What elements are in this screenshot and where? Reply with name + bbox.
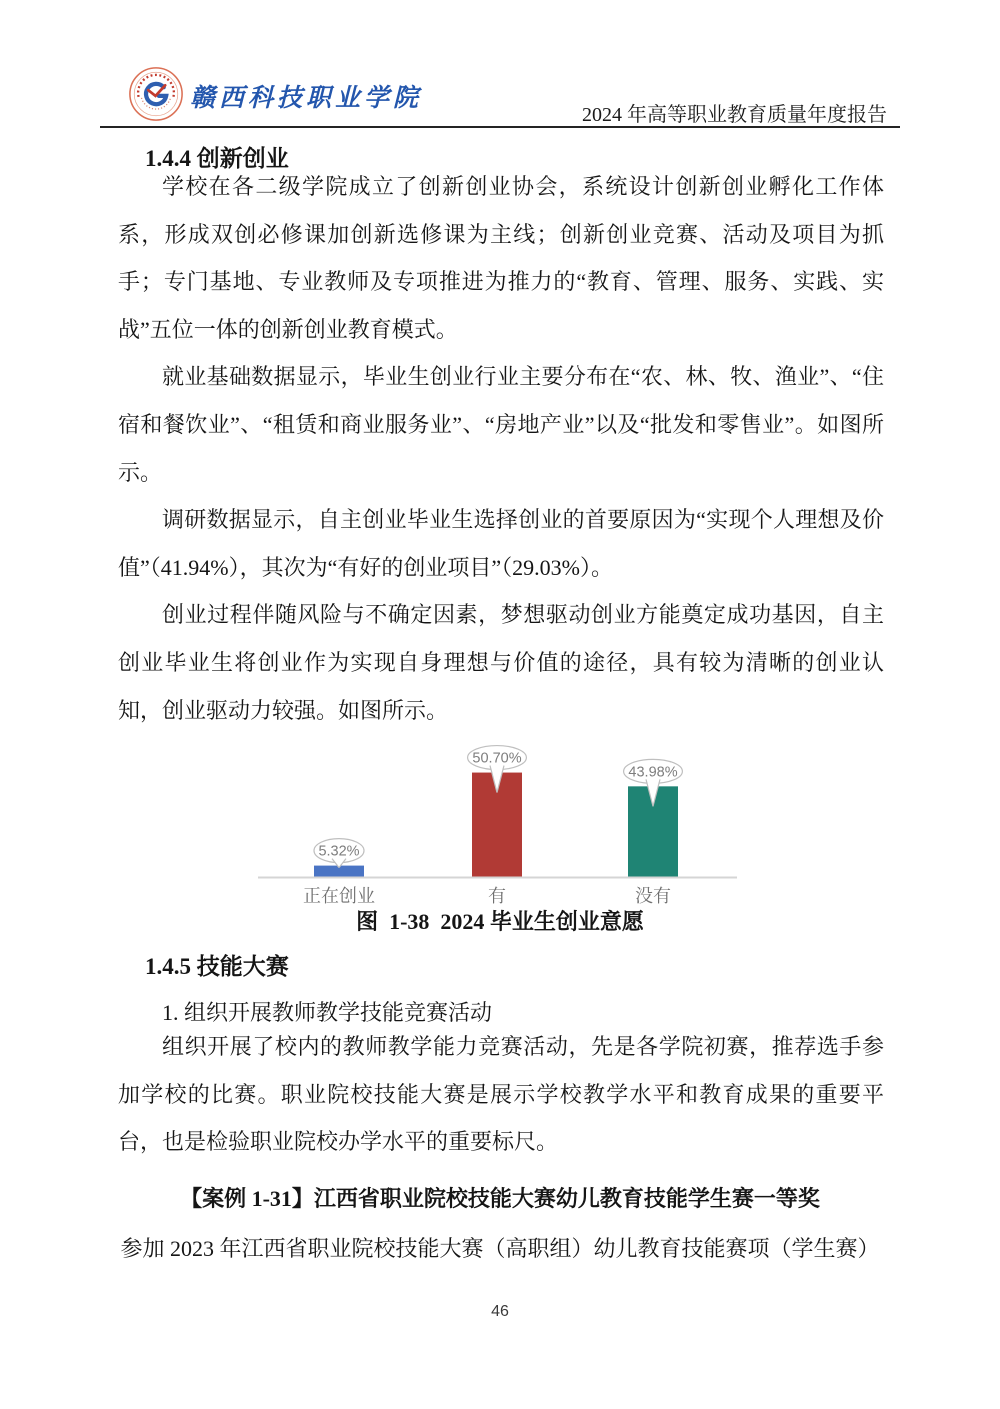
header-rule bbox=[100, 126, 900, 128]
section-heading-1-4-4: 1.4.4 创新创业 bbox=[145, 146, 289, 171]
category-label: 正在创业 bbox=[303, 886, 375, 906]
section-1-4-5-body bbox=[118, 1023, 884, 1166]
report-title: 2024 年高等职业教育质量年度报告 bbox=[582, 104, 887, 126]
bar-value-label: 50.70% bbox=[472, 750, 522, 767]
paragraph: 调研数据显示，自主创业毕业生选择创业的首要原因为“实现个人理想及价值”（41.94%），其次为“有好的创业项目”（29.03%）。 bbox=[118, 507, 884, 580]
section-1-4-4-body bbox=[118, 163, 884, 734]
section-heading-1-4-5: 1.4.5 技能大赛 bbox=[145, 954, 289, 979]
case-study-title: 【案例 1-31】江西省职业院校技能大赛幼儿教育技能学生赛一等奖 bbox=[180, 1186, 820, 1211]
paragraph: 就业基础数据显示，毕业生创业行业主要分布在“农、林、牧、渔业”、“住宿和餐饮业”、“租赁和商业服务业”、“房地产业”以及“批发和零售业”。如图所示。 bbox=[118, 364, 884, 485]
category-label: 有 bbox=[488, 886, 506, 906]
page-number: 46 bbox=[491, 1303, 509, 1320]
bar-value-label: 5.32% bbox=[318, 843, 360, 860]
category-label: 没有 bbox=[635, 886, 671, 906]
paragraph: 组织开展了校内的教师教学能力竞赛活动，先是各学院初赛，推荐选手参加学校的比赛。职业院校技能大赛是展示学校教学水平和教育成果的重要平台，也是检验职业院校办学水平的重要标尺。 bbox=[118, 1034, 884, 1155]
list-item-heading: 1. 组织开展教师教学技能竞赛活动 bbox=[162, 1000, 493, 1025]
paragraph: 学校在各二级学院成立了创新创业协会，系统设计创新创业孵化工作体系，形成双创必修课加创新选修课为主线；创新创业竞赛、活动及项目为抓手；专门基地、专业教师及专项推进为推力的“教育、管理、服务、实践、实战”五位一体的创新创业教育模式。 bbox=[118, 174, 884, 342]
figure-1-38 bbox=[240, 738, 760, 913]
school-name: 赣西科技职业学院 bbox=[190, 85, 423, 112]
bar-value-label: 43.98% bbox=[628, 764, 678, 781]
case-study-paragraph: 参加 2023 年江西省职业院校技能大赛（高职组）幼儿教育技能赛项（学生赛） bbox=[120, 1236, 880, 1261]
entrepreneurship-bar-chart bbox=[240, 738, 760, 913]
paragraph: 创业过程伴随风险与不确定因素，梦想驱动创业方能奠定成功基因，自主创业毕业生将创业作为实现自身理想与价值的途径，具有较为清晰的创业认知，创业驱动力较强。如图所示。 bbox=[118, 602, 884, 723]
figure-caption: 图 1-38 2024 毕业生创业意愿 bbox=[356, 909, 644, 934]
school-logo-icon bbox=[127, 64, 185, 124]
